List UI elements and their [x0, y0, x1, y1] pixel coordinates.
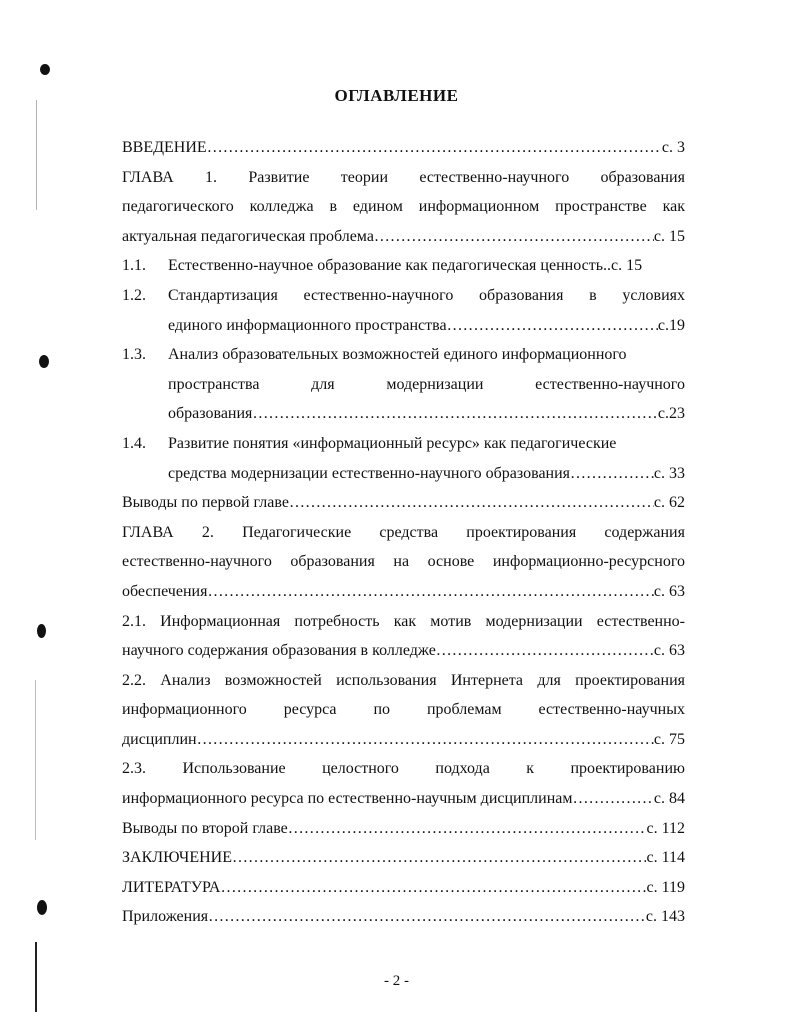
toc-section-1-4-line2[interactable]: средства модернизации естественно-научного образования …………………………………………………………………………………………………………………………………… с. 33	[168, 459, 685, 489]
toc-section-1-3-line1[interactable]: 1.3. Анализ образовательных возможностей единого информационного	[122, 346, 627, 364]
scan-speck-3	[37, 624, 46, 638]
scan-speck-1	[40, 64, 50, 75]
toc-section-2-2-line2[interactable]: информационного ресурса по проблемам естественно-научных	[122, 701, 685, 719]
toc-appendix[interactable]: Приложения …………………………………………………………………………………………………………………………………… с. 143	[122, 902, 685, 932]
toc-section-2-2-line3[interactable]: дисциплин …………………………………………………………………………………………………………………………………… с. 75	[122, 725, 685, 755]
toc-section-2-1-line1[interactable]: 2.1. Информационная потребность как мотив модернизации естественно-	[122, 612, 685, 630]
toc-chapter1-line1[interactable]: ГЛАВА 1. Развитие теории естественно-научного образования	[122, 168, 685, 186]
toc-section-2-3-line2[interactable]: информационного ресурса по естественно-научным дисциплинам …………………………………………………………………………………………………………………………………… с. 84	[122, 784, 685, 814]
toc-chapter2-line3[interactable]: обеспечения …………………………………………………………………………………………………………………………………… с. 63	[122, 577, 685, 607]
toc-chapter2-line1[interactable]: ГЛАВА 2. Педагогические средства проектирования содержания	[122, 523, 685, 541]
toc-section-2-2-line1[interactable]: 2.2. Анализ возможностей использования Интернета для проектирования	[122, 671, 685, 689]
scan-speck-2	[39, 355, 49, 368]
scan-edge-line-2	[35, 680, 36, 840]
toc-section-2-1-line2[interactable]: научного содержания образования в колледже …………………………………………………………………………………………………………………………………… с. 63	[122, 636, 685, 666]
scan-edge-line-1	[36, 100, 37, 210]
toc-chapter1-line3[interactable]: актуальная педагогическая проблема …………………………………………………………………………………………………………………………………… с. 15	[122, 222, 685, 252]
toc-intro[interactable]: ВВЕДЕНИЕ …………………………………………………………………………………………………………………………………… с. 3	[122, 133, 685, 163]
toc-literature[interactable]: ЛИТЕРАТУРА …………………………………………………………………………………………………………………………………… с. 119	[122, 873, 685, 903]
scan-speck-4	[37, 900, 47, 915]
page-number: - 2 -	[384, 973, 409, 989]
toc-section-1-4-line1[interactable]: 1.4. Развитие понятия «информационный ресурс» как педагогические	[122, 434, 617, 452]
toc-chapter1-line2[interactable]: педагогического колледжа в едином информационном пространстве как	[122, 198, 685, 216]
toc-conclusions-chapter1[interactable]: Выводы по первой главе …………………………………………………………………………………………………………………………………… с. 62	[122, 488, 685, 518]
toc-chapter2-line2[interactable]: естественно-научного образования на основе информационно-ресурсного	[122, 553, 685, 571]
toc-section-1-3-line2[interactable]: пространства для модернизации естественно-научного	[168, 375, 685, 393]
toc-conclusions-chapter2[interactable]: Выводы по второй главе …………………………………………………………………………………………………………………………………… с. 112	[122, 814, 685, 844]
toc-conclusion[interactable]: ЗАКЛЮЧЕНИЕ …………………………………………………………………………………………………………………………………… с. 114	[122, 843, 685, 873]
table-of-contents	[122, 133, 685, 932]
page-title: ОГЛАВЛЕНИЕ	[334, 86, 459, 105]
toc-section-1-2-line2[interactable]: единого информационного пространства …………………………………………………………………………………………………………………………………… с.19	[168, 311, 685, 341]
toc-section-1-1[interactable]: 1.1. Естественно-научное образование как педагогическая ценность..с. 15	[122, 257, 643, 275]
toc-section-1-3-line3[interactable]: образования …………………………………………………………………………………………………………………………………… с.23	[168, 399, 685, 429]
toc-section-2-3-line1[interactable]: 2.3. Использование целостного подхода к проектированию	[122, 760, 685, 778]
toc-section-1-2-line1[interactable]: 1.2. Стандартизация естественно-научного образования в условиях	[122, 286, 685, 304]
